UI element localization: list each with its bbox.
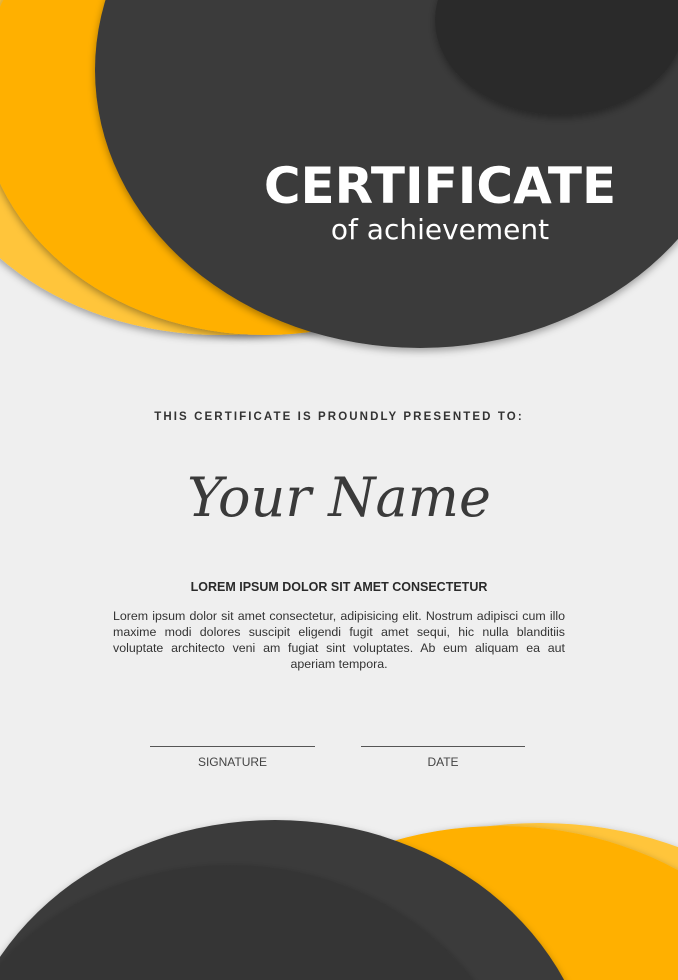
date-line <box>361 746 525 747</box>
presented-to-text: THIS CERTIFICATE IS PROUNDLY PRESENTED TO: <box>154 411 524 423</box>
certificate-title: CERTIFICATE <box>263 157 617 215</box>
signature-label: SIGNATURE <box>197 755 268 769</box>
date-label: DATE <box>427 755 459 769</box>
description-heading: LOREM IPSUM DOLOR SIT AMET CONSECTETUR <box>190 580 488 594</box>
signature-line <box>150 746 315 747</box>
certificate-subtitle: of achievement <box>330 213 550 246</box>
recipient-name: Your Name <box>187 466 491 529</box>
description-body: Lorem ipsum dolor sit amet consectetur, adipisicing elit. Nostrum adipisci cum illo maxime modi dolores suscipit eligendi fugit amet sequi, hic nulla blanditiis voluptate architecto veni am fugiat sint voluptates. Ab eum aliquam ea aut aperiam tempora. <box>113 609 565 671</box>
